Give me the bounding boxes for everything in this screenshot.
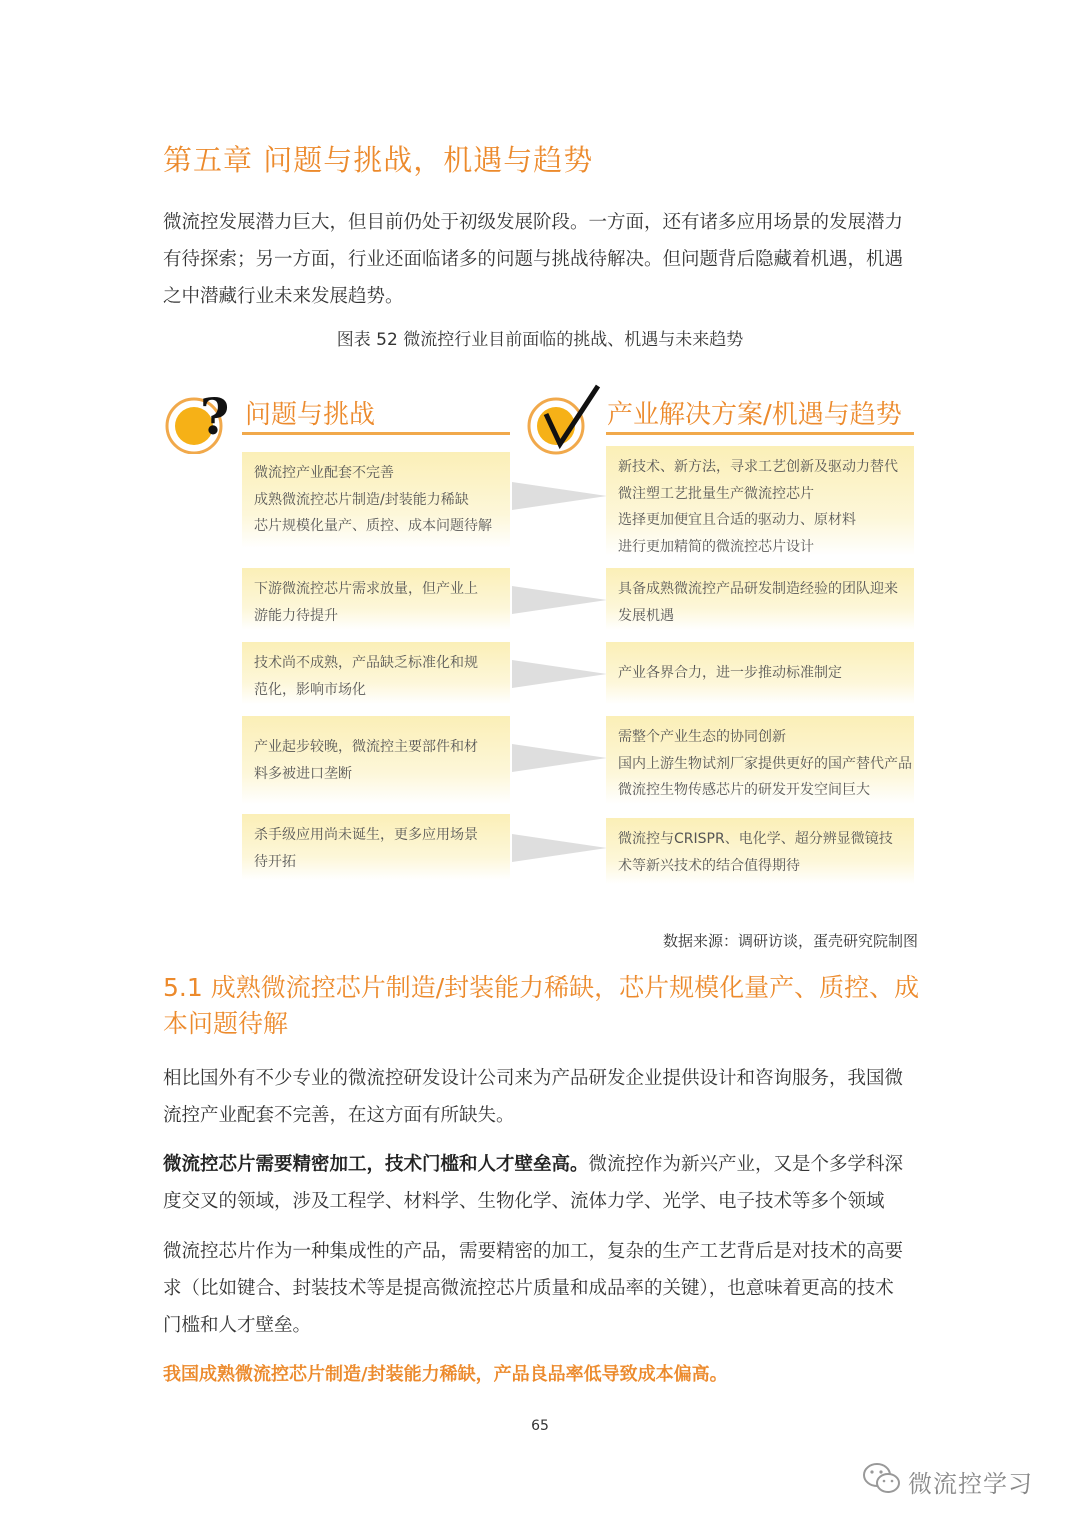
solution-text: 进行更加精简的微流控芯片设计 bbox=[618, 538, 814, 555]
solution-text: 产业各界合力，进一步推动标准制定 bbox=[618, 665, 842, 681]
page-number: 65 bbox=[531, 1418, 549, 1434]
right-header-rule bbox=[606, 432, 914, 435]
solution-text: 需整个产业生态的协同创新 bbox=[618, 729, 786, 745]
right-header: 产业解决方案/机遇与趋势 bbox=[607, 400, 902, 430]
watermark-text: 微流控学习 bbox=[908, 1469, 1033, 1498]
watermark bbox=[862, 1462, 1033, 1500]
svg-text:?: ? bbox=[200, 390, 228, 446]
solution-text: 发展机遇 bbox=[618, 607, 674, 624]
solution-box bbox=[606, 642, 914, 704]
intro-line: 有待探索；另一方面，行业还面临诸多的问题与挑战待解决。但问题背后隐藏着机遇，机遇 bbox=[163, 249, 904, 270]
challenge-text: 范化，影响市场化 bbox=[254, 681, 366, 698]
wechat-icon bbox=[862, 1462, 902, 1500]
solution-text: 微流控生物传感芯片的研发开发空间巨大 bbox=[618, 782, 870, 798]
data-source: 数据来源：调研访谈，蛋壳研究院制图 bbox=[662, 932, 918, 950]
paragraph-line: 求（比如键合、封装技术等是提高微流控芯片质量和成品率的关键），也意味着更高的技术 bbox=[163, 1278, 894, 1299]
challenge-opportunity-diagram bbox=[160, 380, 920, 900]
challenge-text: 游能力待提升 bbox=[254, 607, 338, 624]
chapter-title: 第五章 问题与挑战，机遇与趋势 bbox=[163, 143, 594, 177]
section-title: 5.1 成熟微流控芯片制造/封装能力稀缺，芯片规模化量产、质控、成本问题待解 bbox=[163, 973, 920, 1038]
checkmark-icon bbox=[524, 384, 608, 456]
challenge-box bbox=[242, 716, 510, 804]
paragraph-line: 门槛和人才壁垒。 bbox=[163, 1315, 312, 1336]
solution-box bbox=[606, 818, 914, 884]
solution-text: 微流控与CRISPR、电化学、超分辨显微镜技 bbox=[618, 831, 893, 847]
left-header-rule bbox=[242, 432, 510, 435]
arrow-connector bbox=[512, 744, 607, 772]
paragraph-line: 度交叉的领域，涉及工程学、材料学、生物化学、流体力学、光学、电子技术等多个领域 bbox=[163, 1191, 885, 1212]
challenge-text: 待开拓 bbox=[254, 853, 296, 870]
intro-line: 之中潜藏行业未来发展趋势。 bbox=[163, 286, 404, 307]
challenge-text: 下游微流控芯片需求放量，但产业上 bbox=[254, 581, 478, 597]
arrow-connector bbox=[512, 834, 607, 862]
left-header: 问题与挑战 bbox=[245, 400, 376, 430]
challenge-text: 杀手级应用尚未诞生，更多应用场景 bbox=[254, 827, 478, 843]
paragraph-line bbox=[163, 1146, 921, 1183]
challenge-text: 产业起步较晚，微流控主要部件和材 bbox=[254, 739, 478, 755]
bold-lead: 微流控芯片需要精密加工，技术门槛和人才壁垒高。 bbox=[163, 1154, 589, 1175]
solution-text: 国内上游生物试剂厂家提供更好的国产替代产品 bbox=[618, 755, 912, 772]
challenge-box bbox=[242, 642, 510, 704]
intro-paragraph bbox=[163, 204, 921, 315]
paragraph-line: 流控产业配套不完善，在这方面有所缺失。 bbox=[163, 1105, 515, 1126]
paragraph-3 bbox=[163, 1233, 921, 1344]
challenge-box bbox=[242, 814, 510, 880]
challenge-text: 技术尚不成熟，产品缺乏标准化和规 bbox=[254, 655, 478, 671]
arrow-connector bbox=[512, 482, 607, 510]
solution-box bbox=[606, 716, 914, 804]
challenge-box bbox=[242, 452, 510, 548]
paragraph-line: 微流控芯片作为一种集成性的产品，需要精密的加工，复杂的生产工艺背后是对技术的高要 bbox=[163, 1241, 904, 1262]
solution-text: 选择更加便宜且合适的驱动力、原材料 bbox=[618, 512, 856, 528]
challenge-text: 微流控产业配套不完善 bbox=[254, 465, 394, 481]
paragraph-text: 微流控作为新兴产业，又是个多学科深 bbox=[588, 1154, 904, 1175]
challenge-text: 料多被进口垄断 bbox=[254, 765, 352, 782]
solution-box bbox=[606, 446, 914, 556]
paragraph-line: 相比国外有不少专业的微流控研发设计公司来为产品研发企业提供设计和咨询服务，我国微 bbox=[163, 1068, 904, 1089]
solution-box bbox=[606, 568, 914, 630]
challenge-text: 成熟微流控芯片制造/封装能力稀缺 bbox=[254, 491, 469, 508]
challenge-box bbox=[242, 568, 510, 630]
paragraph-1 bbox=[163, 1060, 921, 1134]
paragraph-2 bbox=[163, 1146, 921, 1220]
arrow-connector bbox=[512, 586, 607, 614]
intro-line: 微流控发展潜力巨大，但目前仍处于初级发展阶段。一方面，还有诸多应用场景的发展潜力 bbox=[163, 212, 904, 233]
figure-caption: 图表 52 微流控行业目前面临的挑战、机遇与未来趋势 bbox=[336, 330, 744, 350]
solution-text: 微注塑工艺批量生产微流控芯片 bbox=[618, 485, 814, 502]
question-mark-icon bbox=[164, 390, 228, 454]
arrow-connector bbox=[512, 660, 607, 688]
solution-text: 具备成熟微流控产品研发制造经验的团队迎来 bbox=[618, 581, 898, 597]
highlight-sentence: 我国成熟微流控芯片制造/封装能力稀缺，产品良品率低导致成本偏高。 bbox=[163, 1364, 728, 1385]
solution-text: 术等新兴技术的结合值得期待 bbox=[618, 857, 800, 874]
solution-text: 新技术、新方法，寻求工艺创新及驱动力替代 bbox=[618, 459, 898, 475]
challenge-text: 芯片规模化量产、质控、成本问题待解 bbox=[254, 518, 492, 534]
